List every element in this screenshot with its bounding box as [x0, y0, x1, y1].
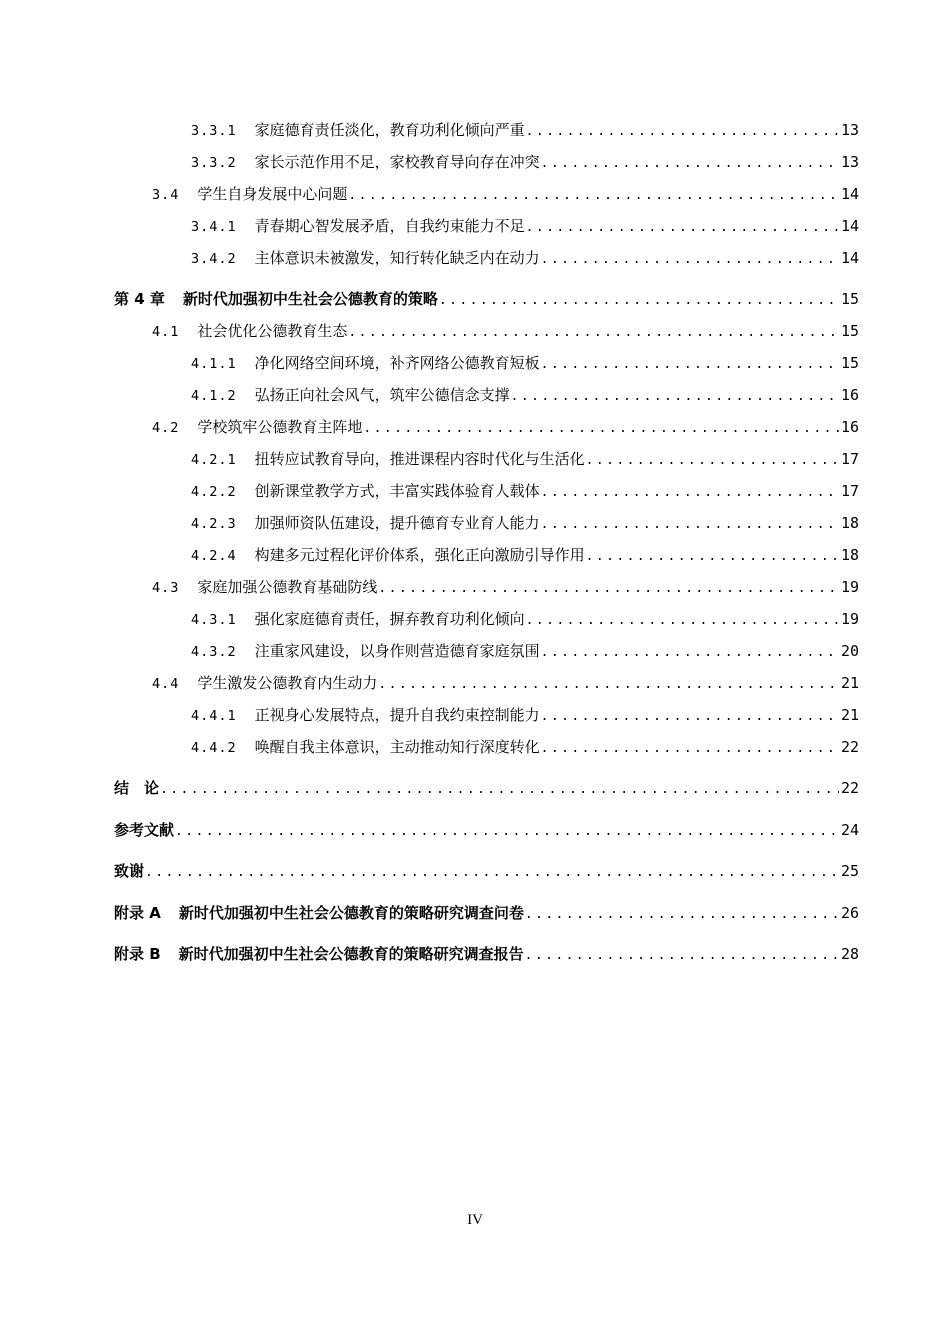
toc-entry-page: 14	[840, 249, 859, 267]
toc-entry-title: 结 论	[114, 779, 160, 797]
toc-entry-page: 22	[840, 738, 859, 756]
toc-entry-page: 15	[840, 354, 859, 372]
dot-leader	[363, 419, 839, 439]
toc-entry-number: 4.2.1	[191, 452, 237, 468]
toc-entry-conclusion[interactable]	[114, 778, 859, 800]
toc-entry-title: 主体意识未被激发，知行转化缺乏内在动力	[254, 249, 540, 267]
toc-entry-page: 26	[840, 904, 859, 922]
toc-entry-number: 3.4.1	[191, 219, 237, 235]
toc-entry[interactable]	[191, 385, 859, 407]
dot-leader	[525, 905, 839, 925]
dot-leader	[145, 863, 839, 883]
toc-entry-title: 社会优化公德教育生态	[197, 322, 348, 340]
toc-entry-number: 3.3.2	[191, 155, 237, 171]
toc-entry[interactable]	[191, 216, 859, 238]
toc-entry-page: 19	[840, 610, 859, 628]
toc-entry-acknowledgements[interactable]	[114, 861, 859, 883]
toc-entry[interactable]	[191, 609, 859, 631]
toc-entry-title: 学校筑牢公德教育主阵地	[197, 418, 363, 436]
toc-entry-title: 净化网络空间环境，补齐网络公德教育短板	[254, 354, 540, 372]
toc-entry-number: 4.1.2	[191, 388, 237, 404]
toc-entry-number: 3.4.2	[191, 251, 237, 267]
toc-entry[interactable]	[191, 152, 859, 174]
dot-leader	[348, 323, 839, 343]
toc-entry-page: 22	[840, 779, 859, 797]
toc-entry-number: 4.4.1	[191, 708, 237, 724]
toc-entry-page: 14	[840, 217, 859, 235]
toc-entry-number: 4.4	[152, 676, 180, 692]
toc-entry-number: 4.3	[152, 580, 180, 596]
toc-entry-page: 18	[840, 546, 859, 564]
toc-entry[interactable]	[152, 417, 859, 439]
toc-entry-page: 17	[840, 482, 859, 500]
toc-entry[interactable]	[191, 449, 859, 471]
toc-entry[interactable]	[191, 248, 859, 270]
toc-entry-title: 加强师资队伍建设，提升德育专业育人能力	[254, 514, 540, 532]
dot-leader	[378, 675, 839, 695]
dot-leader	[541, 739, 839, 759]
toc-entry-page: 17	[840, 450, 859, 468]
toc-entry-page: 15	[840, 322, 859, 340]
toc-entry-page: 20	[840, 642, 859, 660]
toc-entry-title: 青春期心智发展矛盾，自我约束能力不足	[254, 217, 525, 235]
toc-entry-page: 14	[840, 185, 859, 203]
toc-entry[interactable]	[152, 321, 859, 343]
toc-entry-page: 25	[840, 862, 859, 880]
toc-entry-page: 21	[840, 706, 859, 724]
toc-entry-number: 4.2.3	[191, 516, 237, 532]
toc-entry-number: 4.4.2	[191, 740, 237, 756]
dot-leader	[541, 483, 839, 503]
toc-entry-number: 4.2.4	[191, 548, 237, 564]
toc-entry-title: 强化家庭德育责任，摒弃教育功利化倾向	[254, 610, 525, 628]
toc-entry-number: 3.4	[152, 187, 180, 203]
toc-entry-title: 创新课堂教学方式，丰富实践体验育人载体	[254, 482, 540, 500]
toc-entry[interactable]	[191, 353, 859, 375]
dot-leader	[526, 218, 839, 238]
toc-entry-number: 附录 A	[114, 904, 161, 922]
dot-leader	[439, 291, 839, 311]
dot-leader	[348, 186, 839, 206]
toc-entry-title: 参考文献	[114, 821, 175, 839]
toc-entry[interactable]	[191, 513, 859, 535]
toc-entry[interactable]	[191, 120, 859, 142]
toc-entry-title: 家庭德育责任淡化，教育功利化倾向严重	[254, 121, 525, 139]
toc-entry-number: 4.3.1	[191, 612, 237, 628]
toc-entry-number: 附录 B	[114, 945, 161, 963]
toc-entry[interactable]	[152, 577, 859, 599]
toc-entry-page: 21	[840, 674, 859, 692]
toc-entry-title: 家长示范作用不足，家校教育导向存在冲突	[254, 153, 540, 171]
toc-entry-appendix-b[interactable]	[114, 944, 859, 966]
dot-leader	[378, 579, 839, 599]
toc-entry-title: 家庭加强公德教育基础防线	[197, 578, 378, 596]
toc-entry-title: 学生自身发展中心问题	[197, 185, 348, 203]
toc-entry-number: 4.1.1	[191, 356, 237, 372]
toc-entry-title: 新时代加强初中生社会公德教育的策略研究调查报告	[178, 945, 524, 963]
toc-entry[interactable]	[152, 673, 859, 695]
toc-entry-page: 13	[840, 153, 859, 171]
toc-entry-title: 正视身心发展特点，提升自我约束控制能力	[254, 706, 540, 724]
toc-entry[interactable]	[152, 184, 859, 206]
toc-entry-page: 24	[840, 821, 859, 839]
toc-entry-page: 15	[840, 290, 859, 308]
dot-leader	[160, 780, 839, 800]
dot-leader	[586, 451, 839, 471]
toc-entry-page: 18	[840, 514, 859, 532]
toc-entry-page: 16	[840, 418, 859, 436]
toc-entry[interactable]	[191, 705, 859, 727]
toc-entry[interactable]	[191, 545, 859, 567]
toc-entry-title: 致谢	[114, 862, 145, 880]
toc-entry-number: 3.3.1	[191, 123, 237, 139]
toc-entry-page: 28	[840, 945, 859, 963]
dot-leader	[525, 946, 839, 966]
toc-entry-title: 新时代加强初中生社会公德教育的策略研究调查问卷	[178, 904, 524, 922]
toc-entry-title: 弘扬正向社会风气，筑牢公德信念支撑	[254, 386, 510, 404]
toc-entry-number: 4.3.2	[191, 644, 237, 660]
toc-entry-title: 构建多元过程化评价体系，强化正向激励引导作用	[254, 546, 585, 564]
page-number: IV	[467, 1212, 483, 1228]
toc-entry[interactable]	[191, 641, 859, 663]
dot-leader	[541, 515, 839, 535]
toc-entry-number: 4.2.2	[191, 484, 237, 500]
dot-leader	[586, 547, 839, 567]
dot-leader	[541, 154, 839, 174]
toc-entry[interactable]	[191, 737, 859, 759]
toc-entry-title: 扭转应试教育导向，推进课程内容时代化与生活化	[254, 450, 585, 468]
dot-leader	[175, 822, 839, 842]
toc-entry-number: 4.2	[152, 420, 180, 436]
toc-entry-title: 学生激发公德教育内生动力	[197, 674, 378, 692]
toc-entry-title: 新时代加强初中生社会公德教育的策略	[182, 290, 438, 308]
toc-entry-appendix-a[interactable]	[114, 903, 859, 925]
toc-entry-number: 4.1	[152, 324, 180, 340]
toc-entry-title: 注重家风建设，以身作则营造德育家庭氛围	[254, 642, 540, 660]
dot-leader	[526, 122, 839, 142]
toc-entry-page: 13	[840, 121, 859, 139]
toc-entry-page: 16	[840, 386, 859, 404]
toc-entry-page: 19	[840, 578, 859, 596]
dot-leader	[526, 611, 839, 631]
toc-entry[interactable]	[191, 481, 859, 503]
toc-entry-number: 第 4 章	[114, 290, 165, 308]
dot-leader	[541, 250, 839, 270]
dot-leader	[541, 355, 839, 375]
toc-entry-chapter[interactable]	[114, 289, 859, 311]
dot-leader	[541, 707, 839, 727]
dot-leader	[511, 387, 839, 407]
toc-entry-title: 唤醒自我主体意识，主动推动知行深度转化	[254, 738, 540, 756]
dot-leader	[541, 643, 839, 663]
toc-entry-references[interactable]	[114, 820, 859, 842]
